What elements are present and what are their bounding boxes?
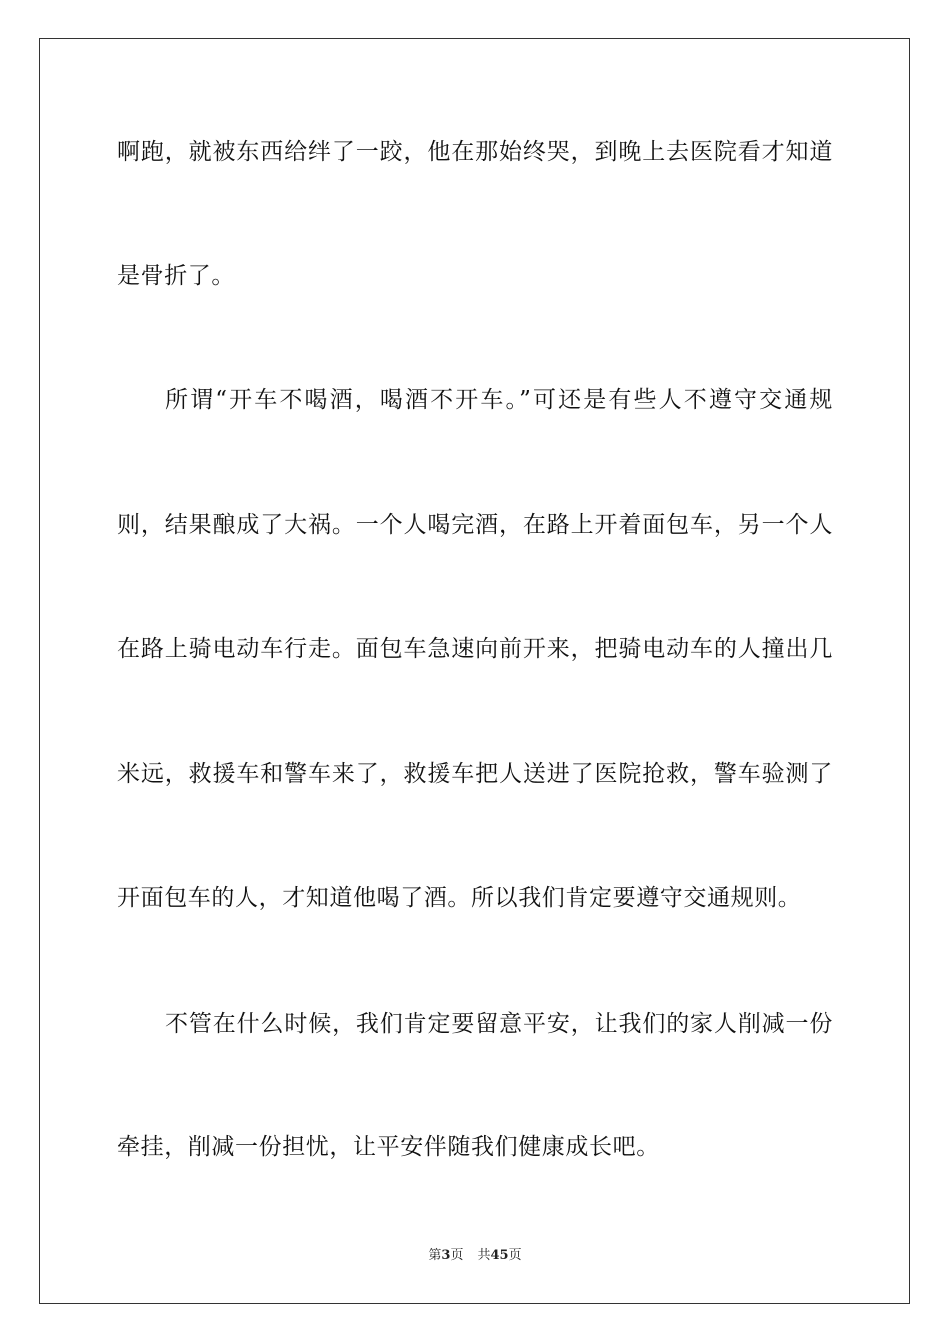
page-suffix: 页 [450, 1248, 464, 1263]
paragraph-line: 啊跑，就被东西给绊了一跤，他在那始终哭，到晚上去医院看才知道 [117, 139, 833, 165]
page-footer [0, 1247, 950, 1265]
paragraph-line: 牵挂，削减一份担忧，让平安伴随我们健康成长吧。 [117, 1134, 660, 1160]
paragraph-line: 米远，救援车和警车来了，救援车把人送进了医院抢救，警车验测了 [117, 761, 833, 787]
page-prefix: 第 [428, 1248, 442, 1263]
paragraph-line: 则，结果酿成了大祸。一个人喝完酒，在路上开着面包车，另一个人 [117, 512, 833, 538]
total-prefix: 共 [477, 1248, 491, 1263]
paragraph-line: 在路上骑电动车行走。面包车急速向前开来，把骑电动车的人撞出几 [117, 636, 833, 662]
total-pages: 45 [490, 1248, 509, 1263]
paragraph-line: 开面包车的人，才知道他喝了酒。所以我们肯定要遵守交通规则。 [117, 885, 802, 911]
page-number: 3 [441, 1248, 451, 1263]
paragraph-line: 所谓“开车不喝酒，喝酒不开车。”可还是有些人不遵守交通规 [165, 387, 833, 413]
total-suffix: 页 [508, 1248, 522, 1263]
paragraph-line: 是骨折了。 [117, 263, 235, 289]
paragraph-line: 不管在什么时候，我们肯定要留意平安，让我们的家人削减一份 [165, 1011, 833, 1037]
page-border [39, 38, 910, 1304]
